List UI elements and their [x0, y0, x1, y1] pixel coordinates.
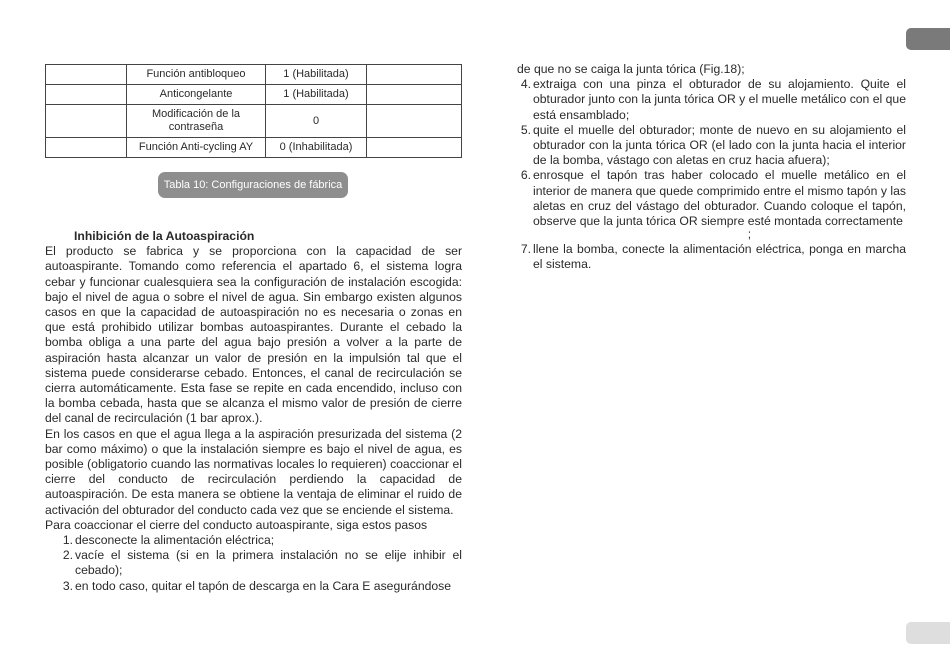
list-item: [503, 168, 906, 229]
paragraph: Para coaccionar el cierre del conducto autoaspirante, siga estos pasos: [45, 517, 428, 532]
table-cell-value: 0: [266, 105, 367, 138]
paragraph: El producto se fabrica y se proporciona con la capacidad de ser autoaspirante. Tomando como referencia el apartado 6, el sistema logra cebar y funcionar cualesquiera sea la configuración de instalación escogida: bajo el nivel de agua o sobre el nivel de agua. Sin embargo existen algunos casos en que la capacidad de autoaspiración no es necesaria o zonas en que está prohibido utilizar bombas autoaspirantes. Durante el cebado la bomba obliga a una parte del agua bajo presión a volver a la parte de aspiración hasta alcanzar un valor de presión en la impulsión tal que el sistema puede considerarse cebado. Entonces, el canal de recirculación se cierra automáticamente. Esta fase se repite en cada encendido, incluso con la bomba cebada, hasta que se alcanza el mismo valor de presión de cierre del canal de recirculación (1 bar aprox.).: [45, 244, 462, 426]
table-cell-value: 1 (Habilitada): [266, 65, 367, 85]
table-cell-empty: [367, 138, 462, 158]
paragraph: En los casos en que el agua llega a la aspiración presurizada del sistema (2 bar como máximo) o que la instalación siempre es bajo el nivel de agua, es posible (obligatorio cuando las normativas locales lo requieren) coaccionar el cierre del conducto de recirculación perdiendo la capacidad de autoaspiración. De esta manera se obtiene la ventaja de eliminar el ruido de activación del obturador del conducto cada vez que se enciende el sistema.: [45, 426, 462, 517]
table-cell-setting: Función antibloqueo: [127, 65, 266, 85]
table-cell-value: 1 (Habilitada): [266, 85, 367, 105]
right-text-column: [503, 62, 906, 273]
section-heading: Inhibición de la Autoaspiración: [74, 229, 255, 243]
list-item: [45, 579, 462, 594]
list-text: desconecte la alimentación eléctrica;: [75, 533, 275, 548]
table-cell-empty: [46, 65, 127, 85]
factory-settings-table: [45, 64, 462, 158]
list-number: 1.: [62, 533, 73, 548]
list-number: 7.: [520, 242, 531, 257]
list-text: en todo caso, quitar el tapón de descarga en la Cara E asegurándose: [75, 578, 452, 593]
table-cell-setting: Función Anti-cycling AY: [127, 138, 266, 158]
table-cell-value: 0 (Inhabilitada): [266, 138, 367, 158]
table-cell-setting: Anticongelante: [127, 85, 266, 105]
list-item: [503, 77, 906, 123]
left-text-column: [45, 229, 462, 594]
page-edge-tab-top: [906, 28, 950, 50]
list-item: [503, 242, 906, 272]
table-cell-setting: Modificación de la contraseña: [127, 105, 266, 138]
list-text: enrosque el tapón tras haber colocado el muelle metálico en el interior de manera que quede comprimido entre el mismo tapón y las aletas en cruz del vástago del obturador. Cuando coloque el tapón, observe que la junta tórica OR siempre esté montada correctamente: [533, 168, 906, 229]
table-caption: Tabla 10: Configuraciones de fábrica: [158, 172, 348, 198]
list-number: 4.: [520, 77, 531, 92]
list-number: 3.: [62, 578, 73, 593]
step-semicolon: ;: [747, 227, 752, 242]
table-cell-empty: [46, 85, 127, 105]
list-number: 6.: [520, 168, 531, 183]
table-cell-empty: [367, 105, 462, 138]
table-row: [46, 138, 462, 158]
table-cell-empty: [46, 105, 127, 138]
list-text: vacíe el sistema (si en la primera instalación no se elije inhibir el cebado);: [75, 548, 462, 578]
table-row: [46, 85, 462, 105]
table-row: [46, 65, 462, 85]
list-continuation: de que no se caiga la junta tórica (Fig.18);: [517, 62, 745, 76]
list-item: [503, 123, 906, 169]
table-cell-empty: [367, 65, 462, 85]
list-number: 2.: [62, 548, 73, 563]
page-edge-tab-bottom: [906, 622, 950, 644]
list-item: [45, 533, 462, 548]
table-row: [46, 105, 462, 138]
list-item: [45, 548, 462, 578]
list-text: extraiga con una pinza el obturador de su alojamiento. Quite el obturador junto con la junta tórica OR y el muelle metálico con el que está ensamblado;: [533, 77, 906, 122]
list-text: quite el muelle del obturador; monte de nuevo en su alojamiento el obturador con la junta tórica OR (el lado con la junta hacia el interior de la bomba, vástago con aletas en cruz hacia afuera);: [533, 122, 906, 168]
list-number: 5.: [520, 122, 531, 137]
table-cell-empty: [367, 85, 462, 105]
list-text: llene la bomba, conecte la alimentación eléctrica, ponga en marcha el sistema.: [533, 242, 906, 272]
table-cell-empty: [46, 138, 127, 158]
